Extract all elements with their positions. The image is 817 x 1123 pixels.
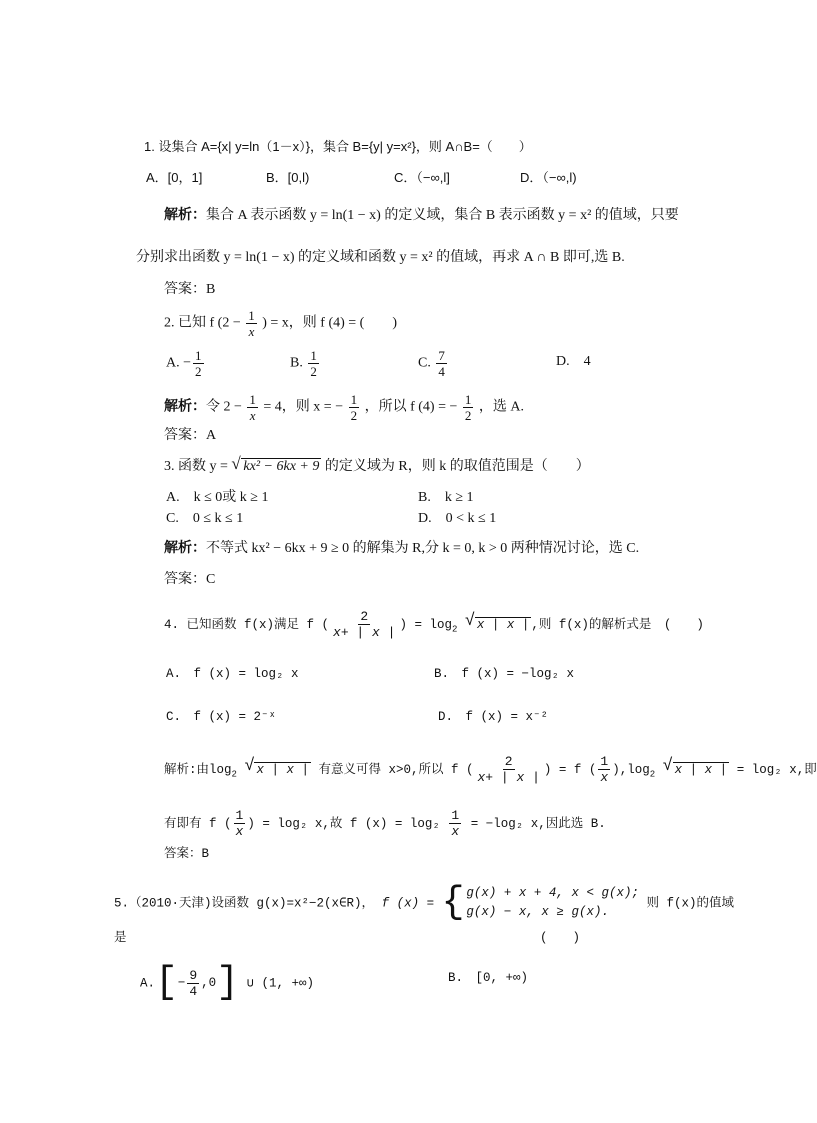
fraction-denominator: x+ | x | xyxy=(477,770,540,785)
fraction-denominator: 4 xyxy=(189,983,198,999)
log-base: 2 xyxy=(451,624,458,635)
sqrt-sign: √ xyxy=(231,454,241,473)
analysis-text: 有即有 f ( xyxy=(164,816,232,831)
q4-analysis-sqrt-1 xyxy=(244,756,311,780)
fraction-denominator: 2 xyxy=(310,364,317,379)
q1-analysis-label: 解析： xyxy=(164,208,206,223)
fraction-numerator: 1 xyxy=(248,308,255,323)
q2-option-c-fraction xyxy=(436,348,447,379)
q3-analysis xyxy=(164,539,639,559)
fraction-denominator: x xyxy=(235,824,244,839)
analysis-text: = −log₂ x,因此选 B. xyxy=(470,816,606,831)
fraction-numerator: 2 xyxy=(504,754,513,769)
q5-option-a-fraction xyxy=(187,968,199,999)
q4-stem-suffix: ,则 f(x)的解析式是 ( ) xyxy=(531,617,704,632)
q2-option-b-fraction xyxy=(308,348,319,379)
analysis-text: = log₂ x,即 xyxy=(736,762,817,777)
analysis-text: ) = f ( xyxy=(543,762,597,777)
q1-option-d: D．（−∞,l) xyxy=(520,170,577,185)
q1-option-b: B．[0,l) xyxy=(266,170,310,185)
option-label: A. xyxy=(166,355,180,371)
q4-stem-prefix: 4. 已知函数 f(x)满足 f ( xyxy=(164,617,330,632)
q3-option-c: C. 0 ≤ k ≤ 1 xyxy=(166,511,244,526)
minus-sign: − xyxy=(183,355,192,371)
fraction-denominator: 2 xyxy=(350,408,358,423)
q2-stem-suffix: ) = x，则 f (4) = ( ) xyxy=(262,315,397,331)
fraction-numerator: 1 xyxy=(350,392,358,407)
sqrt-radicand: x | x | xyxy=(476,617,530,632)
q3-option-b: B. k ≥ 1 xyxy=(418,490,474,505)
q2-stem-fraction xyxy=(246,308,257,339)
q5-stem-line-2: 是 xyxy=(114,931,127,945)
brace-icon: { xyxy=(441,881,465,924)
fraction-numerator: 7 xyxy=(438,348,445,363)
fraction-denominator: x xyxy=(451,824,460,839)
fraction-numerator: 1 xyxy=(451,808,460,823)
q1-option-c: C．（−∞,l] xyxy=(394,170,450,185)
fraction-denominator: x xyxy=(600,770,609,785)
fraction-denominator: 2 xyxy=(195,364,202,379)
analysis-text: ) = log₂ x,故 f (x) = log₂ xyxy=(247,816,440,831)
q5-answer-paren: ( ) xyxy=(540,931,581,945)
sqrt-sign: √ xyxy=(244,756,255,776)
q2-option-b xyxy=(290,348,321,379)
minus-sign: − xyxy=(177,976,186,990)
sqrt-radicand: x | x | xyxy=(256,762,309,777)
q4-analysis-fraction-3 xyxy=(234,808,246,839)
sqrt-radicand: kx² − 6kx + 9 xyxy=(243,459,320,474)
analysis-text: ，所以 f (4) = − xyxy=(364,399,458,415)
q2-analysis-label: 解析： xyxy=(164,399,206,415)
fraction-denominator: x+ | x | xyxy=(333,625,396,640)
q4-stem-mid: ) = log xyxy=(399,617,452,632)
q4-analysis-line-2 xyxy=(164,808,606,839)
q3-option-a: A. k ≤ 0或 k ≥ 1 xyxy=(166,490,269,505)
q1-option-a: A．[0，1] xyxy=(146,170,203,185)
log-base: 2 xyxy=(231,769,237,780)
q4-option-d: D. f (x) = x⁻² xyxy=(438,710,549,724)
q2-option-a xyxy=(166,348,206,379)
option-label: A. xyxy=(140,976,156,991)
analysis-text: 令 2 − xyxy=(206,399,242,415)
q2-stem xyxy=(164,308,397,339)
q1-stem: 1. 设集合 A={x| y=ln（1－x）}，集合 B={y| y=x²}，则 A∩B=（ ） xyxy=(144,139,532,154)
q4-analysis-fraction-1 xyxy=(475,754,541,785)
q5-option-a-tail: ∪ (1, +∞) xyxy=(246,976,315,991)
q2-analysis xyxy=(164,392,524,423)
q2-option-a-fraction xyxy=(193,348,204,379)
q5-option-a xyxy=(140,963,314,1003)
q2-option-d: D. 4 xyxy=(556,354,591,369)
q5-case-1: g(x) + x + 4, x < g(x); xyxy=(466,886,639,900)
fraction-numerator: 1 xyxy=(195,348,202,363)
q4-analysis-sqrt-2 xyxy=(662,756,730,780)
right-bracket-icon: ] xyxy=(216,961,239,1004)
q4-stem xyxy=(164,609,704,640)
q3-sqrt xyxy=(231,454,321,477)
q5-option-b: B. [0, +∞) xyxy=(448,971,529,985)
q3-stem-suffix: 的定义域为 R，则 k 的取值范围是（ ） xyxy=(324,459,590,474)
q5-piecewise xyxy=(441,881,639,924)
fraction-numerator: 1 xyxy=(310,348,317,363)
analysis-text: = 4，则 x = − xyxy=(263,399,344,415)
q3-option-d: D. 0 < k ≤ 1 xyxy=(418,511,497,526)
fraction-denominator: x xyxy=(248,324,255,339)
q4-analysis-fraction-2 xyxy=(598,754,610,785)
analysis-text: ),log xyxy=(612,762,650,777)
q2-answer: 答案：A xyxy=(164,428,217,443)
q1-analysis-line-2: 分别求出函数 y = ln(1 − x) 的定义域和函数 y = x² 的值域，再求 A ∩ B 即可,选 B. xyxy=(136,250,625,265)
sqrt-radicand: x | x | xyxy=(674,762,728,777)
q4-option-b: B. f (x) = −log₂ x xyxy=(434,667,575,681)
fraction-numerator: 1 xyxy=(249,392,256,407)
q4-answer: 答案：B xyxy=(164,847,210,861)
q3-analysis-text: 不等式 kx² − 6kx + 9 ≥ 0 的解集为 R,分 k = 0, k > 0 两种情况讨论，选 C. xyxy=(206,541,640,556)
option-label: B. xyxy=(290,355,303,371)
q3-analysis-label: 解析： xyxy=(164,541,206,556)
q2-analysis-fraction-1 xyxy=(247,392,258,423)
q3-stem xyxy=(164,454,590,477)
option-label: C. xyxy=(418,355,431,371)
q3-stem-prefix: 3. 函数 y = xyxy=(164,459,228,474)
q2-stem-prefix: 2. 已知 f (2 − xyxy=(164,315,241,331)
fraction-denominator: 4 xyxy=(438,364,445,379)
q4-option-c: C. f (x) = 2⁻ˣ xyxy=(166,710,277,724)
q5-stem-suffix: 则 f(x)的值域 xyxy=(646,896,734,911)
analysis-text: ，选 A. xyxy=(478,399,524,415)
fraction-numerator: 2 xyxy=(360,609,369,624)
interval-end: ,0 xyxy=(201,976,217,990)
fraction-denominator: x xyxy=(249,408,256,423)
q1-answer: 答案：B xyxy=(164,282,216,297)
q5-fx: f (x) = xyxy=(381,896,435,911)
sqrt-sign: √ xyxy=(662,756,673,776)
q4-analysis-line-1 xyxy=(164,754,817,785)
q3-answer: 答案：C xyxy=(164,572,216,587)
analysis-text: 解析:由log xyxy=(164,762,232,777)
q4-option-a: A. f (x) = log₂ x xyxy=(166,667,299,681)
q5-option-a-interval xyxy=(155,963,239,1003)
fraction-numerator: 1 xyxy=(600,754,609,769)
q2-option-c xyxy=(418,348,449,379)
q2-analysis-fraction-2 xyxy=(349,392,360,423)
sqrt-sign: √ xyxy=(464,611,476,631)
q4-sqrt xyxy=(464,611,532,635)
q5-stem-prefix: 5.（2010·天津)设函数 g(x)=x²−2(x∈R)， xyxy=(114,896,375,911)
q2-analysis-fraction-3 xyxy=(463,392,474,423)
q4-stem-fraction xyxy=(331,609,397,640)
fraction-numerator: 1 xyxy=(464,392,472,407)
q5-case-2: g(x) − x, x ≥ g(x). xyxy=(466,905,609,919)
fraction-numerator: 9 xyxy=(189,967,198,983)
q1-analysis-text-1: 集合 A 表示函数 y = ln(1 − x) 的定义域，集合 B 表示函数 y = x² 的值域，只要 xyxy=(206,208,679,223)
fraction-numerator: 1 xyxy=(235,808,244,823)
left-bracket-icon: [ xyxy=(155,961,178,1004)
q5-stem-line-1 xyxy=(114,881,734,924)
log-base: 2 xyxy=(649,769,656,780)
fraction-denominator: 2 xyxy=(464,408,472,423)
q4-analysis-fraction-4 xyxy=(449,808,461,839)
analysis-text: 有意义可得 x>0,所以 f ( xyxy=(318,762,474,777)
q1-analysis-line-1 xyxy=(164,206,679,226)
